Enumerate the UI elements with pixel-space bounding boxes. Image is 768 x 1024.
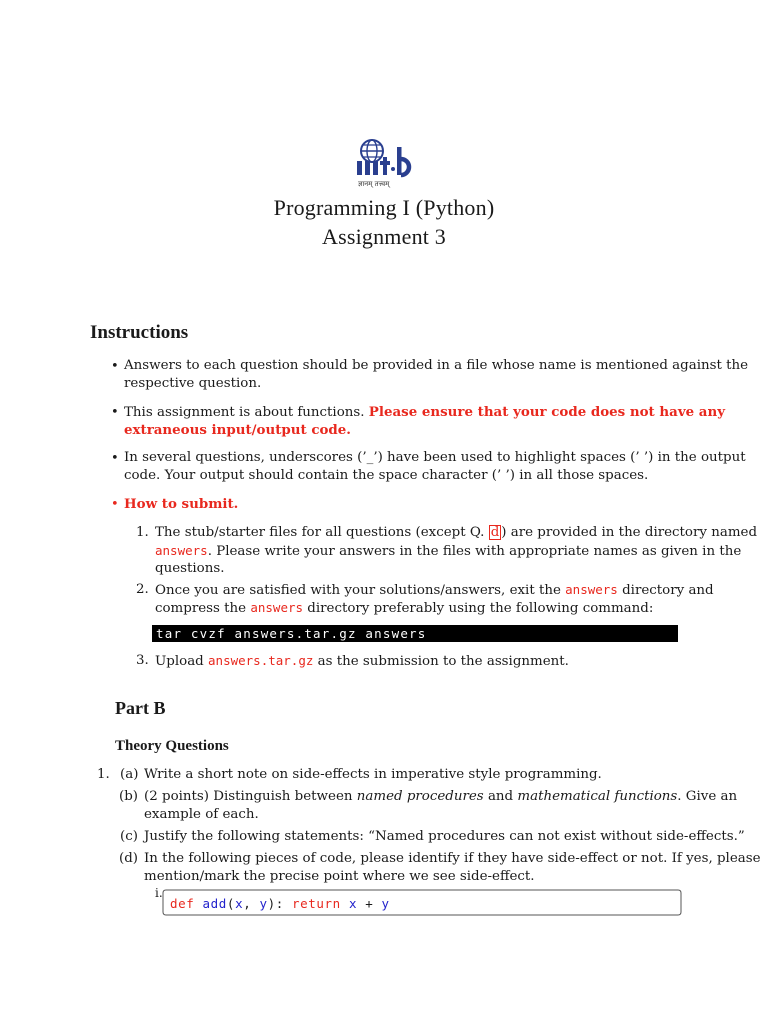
step3-number: 3. [136,653,149,668]
named-procedures-term: named procedures [356,789,484,804]
part-b-line1 [144,788,737,806]
command-line: tar cvzf answers.tar.gz answers [152,625,678,642]
step3-text-b: as the submission to the assignment. [313,654,569,669]
step1-number: 1. [136,525,149,540]
step1-line1 [155,524,757,542]
how-to-submit: How to submit. [124,496,239,512]
code-plus: + [365,896,374,911]
step1-line2 [155,542,741,561]
step1-text-c: . Please write your answers in the files with appropriate names as given in the [207,544,742,559]
part-b-text3: . Give an [677,789,738,804]
part-b-text2: and [483,789,518,804]
step1-text-a: The stub/starter files for all questions (except Q. [155,525,489,540]
part-c-label: (c) [120,829,138,844]
part-c-text: Justify the following statements: “Named procedures can not exist without side-effects.” [144,829,745,844]
code-var-y: y [381,896,390,911]
answers-dir-code: answers [565,582,618,597]
step2-text-c: compress the [155,601,251,616]
answers-dir-code: answers [250,600,304,615]
code-lparen: ( [226,896,236,911]
step2-text-a: Once you are satisfied with your solutions/answers, exit the [155,583,566,598]
bullet2-plain: This assignment is about functions. [124,405,369,420]
subpart-i-label: i. [155,886,163,900]
code-param-y: y [259,896,268,911]
step2-line2 [155,599,653,618]
code-function-name: add [202,896,227,911]
logo-motto: ज्ञानम् तत्त्वम् [358,180,390,188]
step1-line3: questions. [155,561,225,576]
code-rparen-colon: ): [267,896,284,911]
step2-number: 2. [136,582,149,597]
step2-line1 [155,581,714,600]
bullet3-line2: code. Your output should contain the space character (’ ’) in all those spaces. [124,468,649,483]
mathematical-functions-term: mathematical functions [517,789,678,804]
bullet1-line1: Answers to each question should be provided in a file whose name is mentioned against the [124,358,749,373]
part-d-line1: In the following pieces of code, please identify if they have side-effect or not. If yes, please [144,851,761,866]
bullet3-line1: In several questions, underscores (’_’) have been used to highlight spaces (’ ’) in the output [124,450,746,465]
bullet2-red1: Please ensure that your code does not have any [368,404,725,420]
part-d-line2: mention/mark the precise point where we see side-effect. [144,869,535,884]
bullet2-red2: extraneous input/output code. [124,422,351,438]
part-b-label: (b) [119,789,139,804]
step2-text-d: directory preferably using the following command: [303,601,654,616]
bullet1-line2: respective question. [124,376,262,391]
instructions-heading: Instructions [90,322,189,343]
part-d-label: (d) [119,851,139,866]
iiitb-logo [354,137,416,189]
code-param-x: x [235,896,244,911]
question-ref-link[interactable]: d [490,525,500,540]
code-var-x: x [348,896,358,911]
archive-filename-code: answers.tar.gz [208,653,314,668]
code-listing [170,896,390,911]
answers-dir-code: answers [155,543,208,558]
code-keyword-def: def [170,896,195,911]
part-a-label: (a) [120,767,139,782]
bullet-icon: • [111,497,119,512]
step3-text-a: Upload [155,654,209,669]
part-b-heading: Part B [115,698,166,718]
bullet2-line1 [124,403,725,422]
step1-text-b: ) are provided in the directory named [501,525,758,540]
step2-text-b: directory and [617,583,714,598]
part-b-line2: example of each. [144,807,259,822]
code-comma: , [243,896,252,911]
question-number: 1. [97,767,110,782]
part-b-text1: (2 points) Distinguish between [144,789,357,804]
assignment-title: Assignment 3 [321,224,446,249]
part-a-text: Write a short note on side-effects in imperative style programming. [144,767,602,782]
theory-questions-heading: Theory Questions [115,738,229,754]
bullet-icon: • [111,405,119,420]
code-keyword-return: return [292,896,341,911]
bullet-icon: • [111,359,119,374]
bullet-icon: • [111,451,119,466]
step3-line1 [155,652,569,671]
course-title: Programming I (Python) [273,195,495,220]
